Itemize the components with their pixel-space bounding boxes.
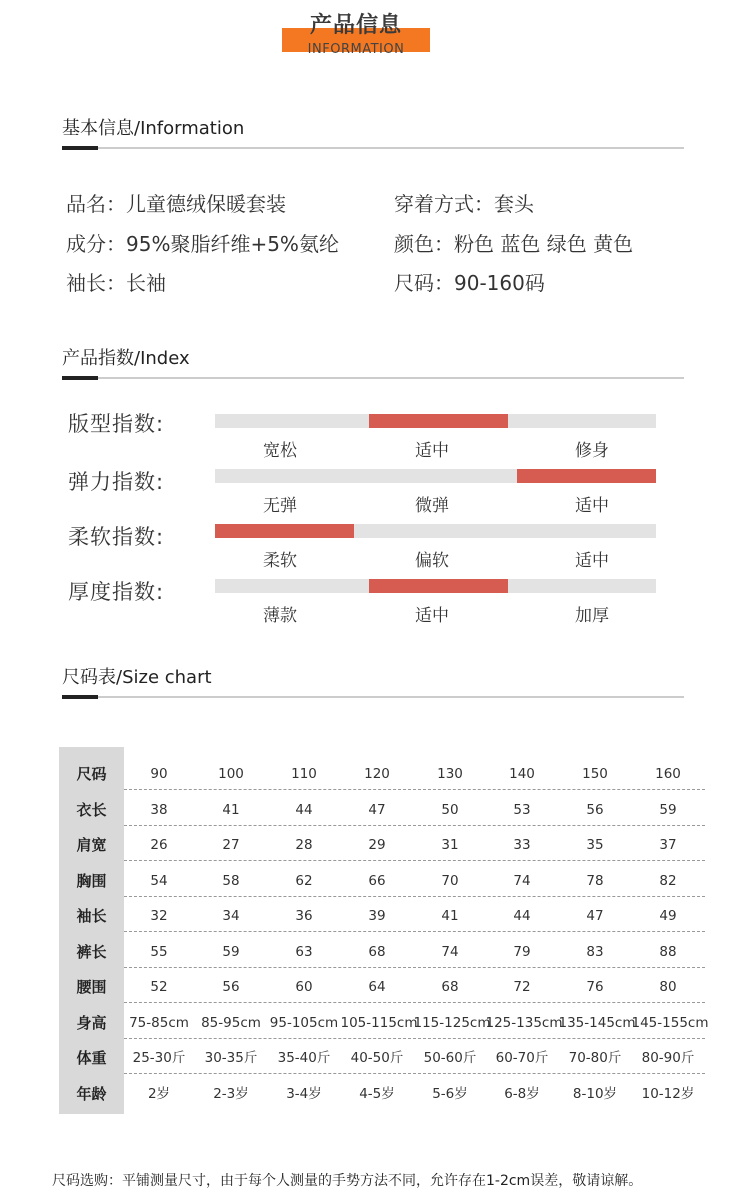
table-cell: 44 bbox=[295, 801, 313, 818]
table-cell: 44 bbox=[513, 908, 531, 924]
table-cell: 75-85cm bbox=[129, 1014, 189, 1031]
table-cell: 2岁 bbox=[147, 1085, 171, 1102]
table-cell: 35 bbox=[586, 837, 604, 853]
colors: 颜色：粉色 蓝色 绿色 黄色 bbox=[394, 232, 634, 256]
table-cell: 105-115cm bbox=[340, 1014, 418, 1031]
table-cell: 80-90斤 bbox=[641, 1050, 695, 1066]
table-cell: 36 bbox=[295, 908, 313, 924]
table-row bbox=[59, 934, 705, 970]
table-cell: 63 bbox=[295, 943, 313, 960]
section-divider bbox=[62, 377, 684, 379]
table-row-divider bbox=[124, 931, 705, 932]
table-cell: 31 bbox=[441, 837, 459, 853]
index-option: 薄款 bbox=[263, 606, 297, 626]
table-cell: 37 bbox=[659, 837, 677, 853]
table-row bbox=[59, 969, 705, 1005]
index-bar-track bbox=[215, 524, 656, 538]
table-cell: 79 bbox=[513, 943, 531, 960]
table-cell: 29 bbox=[368, 837, 386, 853]
index-bar-fill bbox=[369, 414, 508, 428]
table-cell: 55 bbox=[150, 943, 168, 960]
index-option: 无弹 bbox=[263, 496, 297, 516]
index-option: 偏软 bbox=[415, 551, 449, 571]
table-cell: 32 bbox=[150, 908, 168, 924]
table-cell: 70 bbox=[441, 872, 459, 889]
table-cell: 41 bbox=[441, 908, 459, 924]
index-bar-fill bbox=[517, 469, 656, 483]
table-cell: 60-70斤 bbox=[495, 1050, 549, 1066]
table-cell: 26 bbox=[150, 837, 168, 853]
table-cell: 80 bbox=[659, 979, 677, 995]
section-divider bbox=[62, 147, 684, 149]
table-cell: 90 bbox=[150, 766, 168, 782]
table-cell: 47 bbox=[586, 908, 604, 924]
index-option: 适中 bbox=[575, 551, 609, 571]
table-cell: 66 bbox=[368, 872, 386, 889]
table-cell: 8-10岁 bbox=[572, 1085, 618, 1102]
table-row-header: 尺码 bbox=[76, 765, 107, 783]
table-row-header: 衣长 bbox=[76, 800, 107, 819]
section-accent bbox=[62, 146, 98, 150]
table-cell: 59 bbox=[659, 801, 677, 818]
index-bar-track bbox=[215, 579, 656, 593]
table-row bbox=[59, 1005, 709, 1041]
index-option: 适中 bbox=[415, 606, 449, 626]
table-row-header: 袖长 bbox=[76, 907, 107, 925]
index-bar-track bbox=[215, 414, 656, 428]
table-row bbox=[59, 863, 705, 899]
section-title-index: 产品指数/Index bbox=[62, 348, 190, 369]
section-title-size: 尺码表/Size chart bbox=[62, 667, 212, 688]
table-cell: 100 bbox=[218, 766, 244, 782]
table-cell: 115-125cm bbox=[413, 1014, 491, 1031]
table-cell: 56 bbox=[586, 801, 604, 818]
index-option: 宽松 bbox=[263, 441, 297, 461]
table-row bbox=[59, 898, 705, 934]
table-cell: 4-5岁 bbox=[359, 1085, 395, 1102]
section-accent bbox=[62, 695, 98, 699]
table-cell: 56 bbox=[222, 979, 240, 995]
table-cell: 53 bbox=[513, 801, 531, 818]
table-cell: 160 bbox=[655, 766, 681, 782]
table-row-divider bbox=[124, 825, 705, 826]
index-label: 柔软指数: bbox=[68, 525, 165, 549]
table-cell: 59 bbox=[222, 943, 240, 960]
table-cell: 85-95cm bbox=[201, 1014, 261, 1031]
table-row-divider bbox=[124, 1073, 705, 1074]
table-cell: 150 bbox=[582, 766, 608, 782]
index-option: 微弹 bbox=[415, 496, 449, 516]
table-cell: 68 bbox=[441, 979, 459, 995]
table-cell: 25-30斤 bbox=[132, 1050, 186, 1066]
table-row-divider bbox=[124, 1002, 705, 1003]
wearing-style: 穿着方式：套头 bbox=[394, 192, 534, 216]
table-cell: 39 bbox=[368, 908, 386, 924]
material: 成分：95%聚脂纤维+5%氨纶 bbox=[66, 232, 339, 256]
table-cell: 2-3岁 bbox=[213, 1085, 249, 1102]
table-cell: 83 bbox=[586, 943, 604, 960]
table-row-divider bbox=[124, 1038, 705, 1039]
table-row-header: 年龄 bbox=[76, 1084, 107, 1103]
index-label: 版型指数: bbox=[68, 412, 165, 436]
table-cell: 50-60斤 bbox=[423, 1050, 477, 1066]
sleeve-length: 袖长：长袖 bbox=[66, 271, 166, 295]
table-row-divider bbox=[124, 967, 705, 968]
table-cell: 27 bbox=[222, 837, 240, 853]
table-row-header: 身高 bbox=[76, 1013, 107, 1032]
index-bar-track bbox=[215, 469, 656, 483]
table-row-header: 胸围 bbox=[76, 871, 107, 890]
table-cell: 95-105cm bbox=[269, 1014, 339, 1031]
page-title: 产品信息 bbox=[309, 13, 402, 38]
table-cell: 33 bbox=[513, 837, 531, 853]
table-cell: 76 bbox=[586, 979, 604, 995]
table-row-divider bbox=[124, 860, 705, 861]
table-row bbox=[59, 827, 705, 863]
index-option: 适中 bbox=[575, 496, 609, 516]
table-cell: 145-155cm bbox=[631, 1014, 709, 1031]
table-cell: 41 bbox=[222, 801, 240, 818]
table-cell: 74 bbox=[513, 872, 531, 889]
table-cell: 88 bbox=[659, 943, 677, 960]
index-option: 适中 bbox=[415, 441, 449, 461]
table-row bbox=[59, 792, 705, 828]
index-bar-fill bbox=[215, 524, 354, 538]
table-cell: 120 bbox=[364, 766, 390, 782]
table-cell: 60 bbox=[295, 979, 313, 995]
table-cell: 64 bbox=[368, 979, 386, 995]
footnote: 尺码选购：平铺测量尺寸，由于每个人测量的手势方法不同，允许存在1-2cm误差，敬请谅解。 bbox=[52, 1173, 643, 1189]
table-cell: 54 bbox=[150, 872, 168, 889]
index-option: 修身 bbox=[575, 441, 609, 461]
table-cell: 28 bbox=[295, 837, 313, 853]
table-row-header: 体重 bbox=[76, 1049, 107, 1067]
table-cell: 68 bbox=[368, 943, 386, 960]
table-cell: 30-35斤 bbox=[204, 1050, 258, 1066]
table-cell: 40-50斤 bbox=[350, 1050, 404, 1066]
table-cell: 78 bbox=[586, 872, 604, 889]
table-row-header: 腰围 bbox=[76, 978, 107, 996]
section-accent bbox=[62, 376, 98, 380]
table-cell: 70-80斤 bbox=[568, 1050, 622, 1066]
table-cell: 34 bbox=[222, 908, 240, 924]
table-cell: 5-6岁 bbox=[432, 1085, 468, 1102]
table-cell: 130 bbox=[437, 766, 463, 782]
table-row-header: 裤长 bbox=[76, 942, 107, 961]
table-cell: 38 bbox=[150, 801, 168, 818]
index-option: 柔软 bbox=[263, 551, 297, 571]
table-cell: 49 bbox=[659, 908, 677, 924]
table-cell: 125-135cm bbox=[485, 1014, 563, 1031]
table-row bbox=[59, 1076, 705, 1112]
table-cell: 10-12岁 bbox=[641, 1085, 695, 1102]
index-label: 弹力指数: bbox=[68, 470, 165, 494]
table-cell: 52 bbox=[150, 979, 168, 995]
index-bar-fill bbox=[369, 579, 508, 593]
table-row-header: 肩宽 bbox=[76, 836, 107, 854]
table-row-divider bbox=[124, 789, 705, 790]
table-cell: 58 bbox=[222, 872, 240, 889]
table-row bbox=[59, 1040, 705, 1076]
table-cell: 74 bbox=[441, 943, 459, 960]
index-label: 厚度指数: bbox=[68, 580, 165, 604]
table-cell: 3-4岁 bbox=[286, 1085, 322, 1102]
table-cell: 47 bbox=[368, 801, 386, 818]
table-cell: 135-145cm bbox=[558, 1014, 636, 1031]
table-cell: 50 bbox=[441, 801, 459, 818]
table-cell: 72 bbox=[513, 979, 531, 995]
table-cell: 35-40斤 bbox=[277, 1050, 331, 1066]
table-cell: 62 bbox=[295, 872, 313, 889]
table-row-divider bbox=[124, 896, 705, 897]
size-range: 尺码：90-160码 bbox=[394, 271, 545, 295]
table-cell: 82 bbox=[659, 872, 677, 889]
section-title-basic: 基本信息/Information bbox=[62, 118, 245, 139]
page-subtitle: INFORMATION bbox=[307, 42, 405, 57]
section-divider bbox=[62, 696, 684, 698]
table-cell: 140 bbox=[509, 766, 535, 782]
table-cell: 110 bbox=[291, 766, 317, 782]
table-cell: 6-8岁 bbox=[504, 1085, 540, 1102]
index-option: 加厚 bbox=[575, 606, 609, 626]
table-row bbox=[59, 756, 705, 792]
product-name: 品名：儿童德绒保暖套装 bbox=[66, 192, 286, 216]
